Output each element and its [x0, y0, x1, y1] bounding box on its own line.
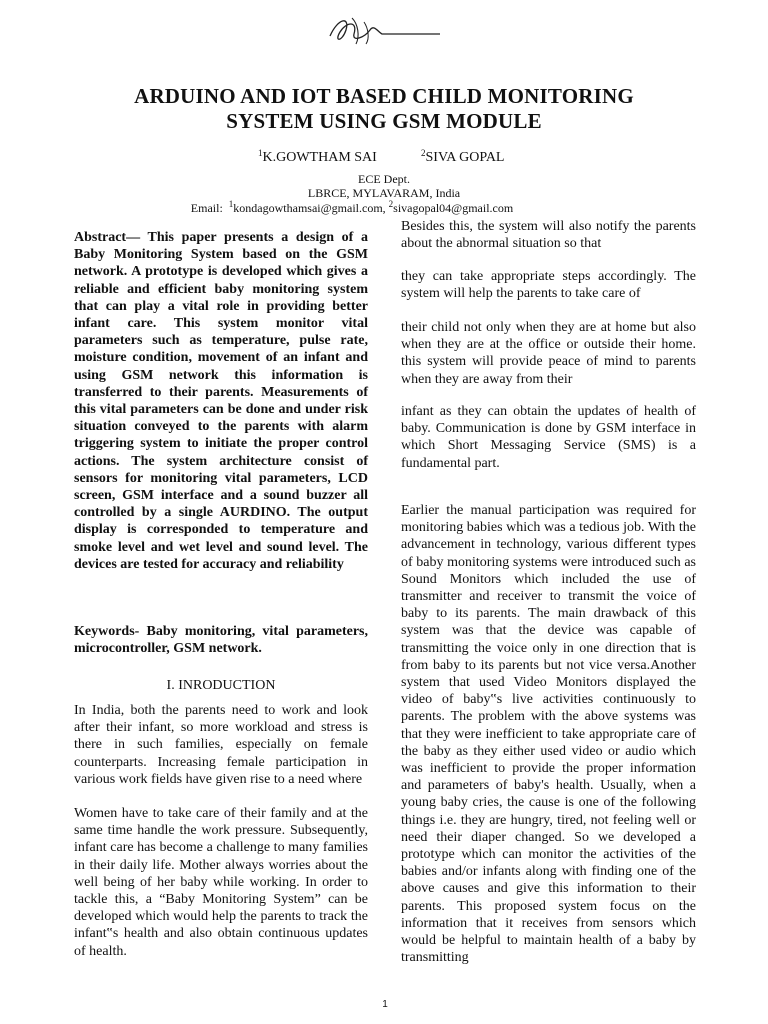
abstract-text: Abstract— This paper presents a design of a Baby Monitoring System based on the GSM network. A prototype is developed which gives a reliable and efficient baby monitoring system that can play a vital role in providing better infant care. This system monitor vital parameters such as temperature, pulse rate, moisture condition, movement of an infant and using GSM network this information is transferred to their parents. Measurements of this vital parameters can be done and under risk situation conveyed to the parents with alarm triggering system to initiate the proper control actions. The system architecture consist of sensors for monitoring vital parameters, LCD screen, GSM interface and a sound buzzer all controlled by a single AURDINO. The output display is corresponded to temperature and smoke level and wet level and sound level. The devices are tested for accuracy and reliability — [74, 230, 368, 572]
paper-title — [60, 84, 708, 134]
email-2-number: 2 — [388, 199, 394, 209]
title-line-2: SYSTEM USING GSM MODULE — [226, 109, 542, 133]
keywords-text: Keywords- Baby monitoring, vital parameters, microcontroller, GSM network. — [74, 624, 368, 657]
right-paragraph-5: Earlier the manual participation was required for monitoring babies which was a tedious job. With the advancement in technology, various different types of baby monitoring systems were introduced such as Sound Monitors which included the use of transmitter and receiver to transmit the voice of baby to its parents. The main drawback of this system was that the device was capable of transmitting the voice only in one direction that is from baby to its parents but not vice versa.Another system that used Video Monitors displayed the video of baby‟s live activities continuously to parents. The problem with the above systems was that they were inefficient to take appropriate care of the baby as they either used video or audio which was inefficient to provide the proper information and parameters of baby's health. Usually, when a young baby cries, the cause is one of the following things i.e. they are hungry, tired, not feeling well or need their diaper changed. So we developed a prototype which can monitor the activities of the babies and/or infants along with finding one of the above causes and give this information to their parents. This proposed system focus on the information that it receives from sensors which would be helpful to maintain health of a baby by transmitting — [401, 503, 696, 966]
title-line-1: ARDUINO AND IOT BASED CHILD MONITORING — [134, 84, 634, 108]
email-1-number: 1 — [228, 199, 234, 209]
author-1-name: K.GOWTHAM SAI — [262, 150, 377, 165]
right-paragraph-2: they can take appropriate steps accordingly. The system will help the parents to take care of — [401, 269, 696, 302]
author-2-name: SIVA GOPAL — [425, 150, 505, 165]
keywords — [74, 623, 368, 657]
author-2 — [421, 150, 504, 166]
affiliation-email — [0, 201, 736, 215]
author-1 — [258, 150, 377, 166]
email-label: Email: — [190, 201, 223, 215]
author-2-number: 2 — [421, 148, 426, 158]
affiliation-dept: ECE Dept. — [358, 172, 410, 186]
intro-paragraph-2: Women have to take care of their family and at the same time handle the work pressure. Subsequently, infant care has become a challenge to many families in their daily life. Mother always worries about the well being of her baby while working. In order to tackle this, a “Baby Monitoring System” can be developed which would help the parents to track the infant‟s health and also obtain continuous updates of health. — [74, 806, 368, 959]
abstract — [74, 229, 368, 573]
signature-icon — [324, 12, 444, 48]
author-1-number: 1 — [258, 148, 263, 158]
section-heading: I. INRODUCTION — [166, 678, 276, 693]
right-paragraph-4: infant as they can obtain the updates of health of baby. Communication is done by GSM interface in which Short Messaging Service (SMS) is a fundamental part. — [401, 404, 696, 471]
page-number: 1 — [382, 999, 388, 1010]
right-paragraph-3: their child not only when they are at home but also when they are at the office or outside their home. this system will provide peace of mind to parents when they are away from their — [401, 320, 696, 387]
affiliation-institute: LBRCE, MYLAVARAM, India — [307, 186, 461, 200]
email-2[interactable]: sivagopal04@gmail.com — [393, 201, 514, 215]
right-paragraph-1: Besides this, the system will also notify the parents about the abnormal situation so that — [401, 219, 696, 252]
email-1[interactable]: kondagowthamsai@gmail.com, — [233, 201, 386, 215]
intro-paragraph-1: In India, both the parents need to work and look after their infant, so more workload and stress is there in such families, especially on female counterparts. Increasing female participation in various work fields have given rise to a need where — [74, 703, 368, 787]
